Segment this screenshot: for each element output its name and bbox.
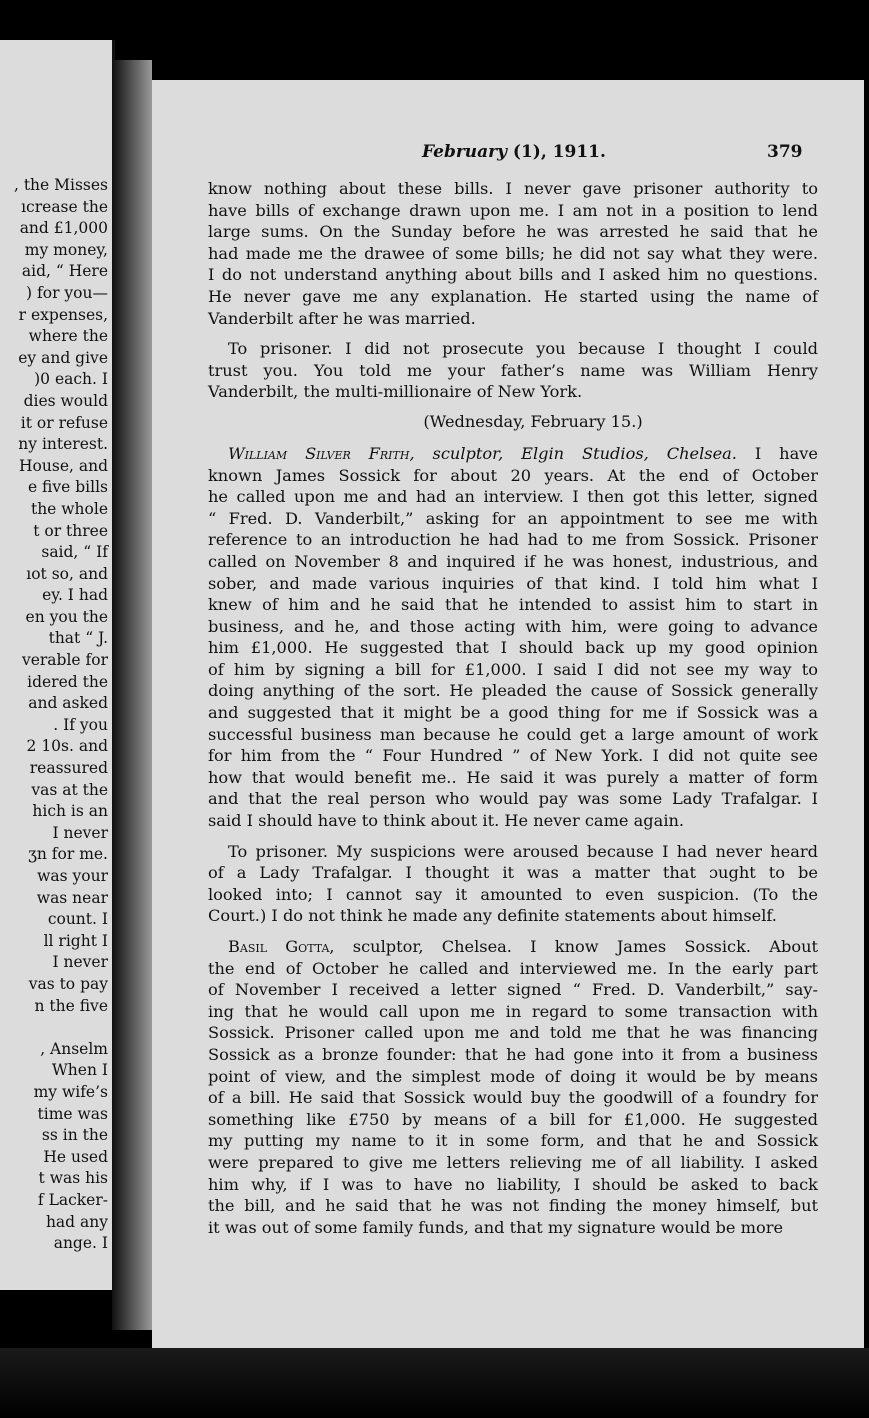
text-line: and that the real person who would pay was some Lady Trafalgar. I <box>208 789 818 809</box>
text-line: for him from the “ Four Hundred ” of New York. I did not quite see <box>208 746 818 766</box>
left-page-line: 2 10s. and <box>26 737 108 756</box>
text-line: of him by signing a bill for £1,000. I said I did not see my way to <box>208 659 818 679</box>
scan-border <box>0 1348 869 1418</box>
text-line: William Silver Frith, sculptor, Elgin Studios, Chelsea. I have <box>228 443 818 463</box>
left-page-line: was your <box>37 867 108 885</box>
text-line: Sossick as a bronze founder: that he had gone into it from a business <box>208 1044 818 1064</box>
text-line: doing anything of the sort. He pleaded the cause of Sossick generally <box>208 681 818 701</box>
left-page-line: )0 each. I <box>34 370 108 389</box>
running-head <box>152 142 802 166</box>
paragraph-2 <box>208 338 818 403</box>
left-page-line: dies would <box>23 391 108 410</box>
left-page-line: ll right I <box>43 931 108 950</box>
running-head-date: February (1), 1911. <box>422 142 606 162</box>
book-gutter <box>112 60 152 1330</box>
paragraph-gap <box>208 832 818 841</box>
paragraph-5-lines <box>208 958 818 1239</box>
text-line: the end of October he called and interviewed me. In the early part <box>208 958 818 978</box>
witness-description: , sculptor, Elgin Studios, Chelsea. <box>409 443 737 463</box>
text-line: Vanderbilt, the multi-millionaire of New York. <box>208 382 583 402</box>
text-line: him £1,000. He suggested that I should back up my good opinion <box>208 638 818 658</box>
left-page-line: where the <box>28 327 108 346</box>
left-page-line: When I <box>51 1061 108 1080</box>
left-page-line: the whole <box>30 499 108 518</box>
left-page-line: ny interest. <box>18 435 108 454</box>
text-line: he called upon me and had an interview. I then got this letter, signed <box>208 487 818 507</box>
left-page-line: it or refuse <box>20 413 108 432</box>
left-page-line <box>0 1017 108 1039</box>
left-page-line: verable for <box>21 651 108 670</box>
body-text <box>208 178 818 1238</box>
left-page-line: reassured <box>29 759 108 778</box>
paragraph-4 <box>208 841 818 927</box>
text-line: how that would benefit me.. He said it was purely a matter of form <box>208 767 818 787</box>
left-page-line: ange. I <box>53 1234 108 1253</box>
text-line: looked into; I cannot say it amounted to even suspicion. (To the <box>208 884 818 904</box>
paragraph-3 <box>208 443 818 832</box>
witness-name: Basil Gotta <box>228 937 330 956</box>
paragraph-gap <box>208 927 818 936</box>
left-page-line: that “ J. <box>48 629 108 648</box>
left-page-line: aid, “ Here <box>21 262 108 281</box>
left-page-line: my money, <box>24 240 108 259</box>
paragraph-3-lines <box>208 465 818 832</box>
left-page-line: and asked <box>28 694 108 713</box>
left-page-line: ey and give <box>18 348 108 367</box>
text-line: Vanderbilt after he was married. <box>208 308 476 328</box>
text-line: I do not understand anything about bills and I asked him no questions. <box>208 265 818 285</box>
left-page-line: n the five <box>34 996 108 1015</box>
text-line: trust you. You told me your father’s name was William Henry <box>208 360 818 380</box>
left-page-line: ıot so, and <box>26 564 108 583</box>
text-line: knew of him and he said that he intended to assist him to start in <box>208 595 818 615</box>
left-page-line: had any <box>45 1212 108 1231</box>
text-line: have bills of exchange drawn upon me. I am not in a position to lend <box>208 200 818 220</box>
left-page-line: vas at the <box>31 780 108 799</box>
left-page-line: en you the <box>25 607 108 626</box>
left-page-line: ss in the <box>41 1126 108 1145</box>
left-page-line: and £1,000 <box>19 219 108 238</box>
left-page-line: was near <box>36 888 108 907</box>
left-page-line: ) for you— <box>26 283 108 302</box>
text-line: Sossick. Prisoner called upon me and told me that he was financing <box>208 1023 818 1043</box>
text-line: of a Lady Trafalgar. I thought it was a matter that ɔught to be <box>208 863 818 883</box>
paragraph-5 <box>208 936 818 1238</box>
left-page-line: count. I <box>47 910 108 929</box>
left-page-line: t or three <box>33 521 108 540</box>
left-page-line: vas to pay <box>28 974 108 993</box>
text-line: Court.) I do not think he made any definite statements about himself. <box>208 906 777 926</box>
text-line: ing that he would call upon me in regard to some transaction with <box>208 1001 818 1021</box>
left-page-line: He used <box>43 1147 108 1166</box>
paragraph-gap <box>208 329 818 338</box>
left-page-line: idered the <box>27 672 108 691</box>
text-line: large sums. On the Sunday before he was arrested he said that he <box>208 222 818 242</box>
paragraph-1 <box>208 178 818 329</box>
text-line: To prisoner. I did not prosecute you because I thought I could <box>228 339 818 359</box>
text-line: “ Fred. D. Vanderbilt,” asking for an appointment to see me with <box>208 508 818 528</box>
text-line: successful business man because he could get a large amount of work <box>208 724 818 744</box>
text-line: He never gave me any explanation. He started using the name of <box>208 286 818 306</box>
text-line: business, and he, and those acting with him, were going to advance <box>208 616 818 636</box>
left-page-line: I never <box>52 953 108 972</box>
left-page-lines <box>0 175 108 1255</box>
text-line: reference to an introduction he had had to me from Sossick. Prisoner <box>208 530 818 550</box>
text-line: point of view, and the simplest mode of doing it would be by means <box>208 1066 818 1086</box>
text-line: and suggested that it might be a good thing for me if Sossick was a <box>208 703 818 723</box>
left-page-line: House, and <box>19 456 108 475</box>
text-line: had made me the drawee of some bills; he did not say what they were. <box>208 243 818 263</box>
text-line: of a bill. He said that Sossick would buy the goodwill of a foundry for <box>208 1088 818 1108</box>
left-page-line: time was <box>37 1104 108 1123</box>
text-line: Basil Gotta, sculptor, Chelsea. I know James Sossick. About <box>228 937 819 956</box>
text-line: something like £750 by means of a bill for £1,000. He suggested <box>208 1109 818 1129</box>
left-page-line: ʒn for me. <box>28 845 108 864</box>
left-page-line: f Lacker- <box>37 1190 108 1209</box>
left-page-line: ıcrease the <box>21 197 108 216</box>
left-page-fragment <box>0 40 115 1290</box>
text-line: were prepared to give me letters relieving me of all liability. I asked <box>208 1152 818 1172</box>
left-page-line: my wife’s <box>33 1082 108 1101</box>
page-number: 379 <box>767 142 803 162</box>
left-page-line: . If you <box>53 715 108 734</box>
text-line: To prisoner. My suspicions were aroused because I had never heard <box>228 841 818 861</box>
left-page-line: ey. I had <box>42 586 108 605</box>
text-line: the bill, and he said that he was not finding the money himself, but <box>208 1196 818 1216</box>
text-line: of November I received a letter signed “ Fred. D. Vanderbilt,” say- <box>208 980 818 1000</box>
left-page-line: I never <box>52 823 108 842</box>
text-line: known James Sossick for about 20 years. At the end of October <box>208 465 818 485</box>
date-heading: (Wednesday, February 15.) <box>423 411 643 431</box>
text-line: it was out of some family funds, and that my signature would be more <box>208 1217 784 1237</box>
left-page-line: , Anselm <box>40 1039 108 1058</box>
text-line: sober, and made various inquiries of that kind. I told him what I <box>208 573 818 593</box>
left-page-line: e five bills <box>27 478 108 497</box>
left-page-line: , the Misses <box>13 176 108 194</box>
witness-name: William Silver Frith <box>228 443 410 463</box>
left-page-line: hich is an <box>32 802 108 821</box>
text-line: him why, if I was to have no liability, I should be asked to back <box>208 1174 818 1194</box>
left-page-line: t was his <box>38 1169 108 1188</box>
text-line: said I should have to think about it. He never came again. <box>208 811 685 831</box>
text-line: know nothing about these bills. I never gave prisoner authority to <box>208 179 818 198</box>
right-page <box>152 80 864 1348</box>
text-line: called on November 8 and inquired if he was honest, industrious, and <box>208 551 818 571</box>
left-page-line: r expenses, <box>18 305 108 324</box>
left-page-line: said, “ If <box>41 543 108 562</box>
text-line: my putting my name to it in some form, and that he and Sossick <box>208 1131 818 1151</box>
